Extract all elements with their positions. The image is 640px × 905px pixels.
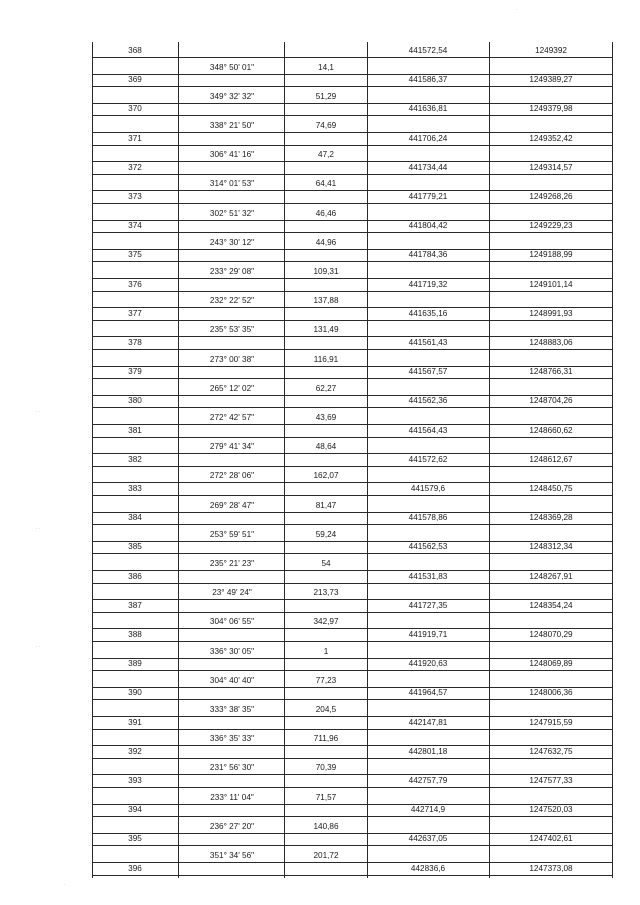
- bearing: 23° 49' 24": [212, 588, 252, 598]
- point-number: 383: [128, 484, 142, 493]
- bearing: 348° 50' 01": [209, 62, 255, 72]
- row-rule: [92, 758, 612, 759]
- row-rule: [92, 378, 612, 379]
- column-divider: [367, 42, 368, 878]
- point-number: 371: [128, 133, 142, 143]
- point-number: 380: [128, 396, 142, 406]
- bearing: 338° 21' 50": [209, 121, 255, 130]
- y-coordinate: 1248267,91: [529, 571, 573, 581]
- row-rule: [92, 583, 612, 584]
- point-number: 377: [128, 308, 142, 318]
- row-rule: [92, 495, 612, 496]
- point-number: 370: [128, 104, 142, 114]
- x-coordinate: 441564,43: [408, 425, 448, 435]
- bearing: 336° 30' 05": [209, 646, 255, 656]
- point-number: 379: [128, 367, 142, 377]
- point-number: 388: [128, 630, 142, 639]
- x-coordinate: 442836,6: [410, 863, 446, 873]
- bearing: 306° 41' 16": [209, 150, 255, 160]
- row-rule: [92, 699, 612, 700]
- y-coordinate: 1248369,28: [529, 513, 573, 523]
- bearing: 314° 01' 53": [209, 179, 255, 189]
- y-coordinate: 1249101,14: [529, 279, 573, 289]
- x-coordinate: 441964,57: [408, 688, 448, 698]
- y-coordinate: 1248312,34: [529, 542, 573, 552]
- x-coordinate: 442714,9: [410, 805, 446, 815]
- row-rule: [92, 203, 612, 204]
- row-rule: [92, 261, 612, 262]
- x-coordinate: 441920,63: [408, 659, 448, 669]
- x-coordinate: 441719,32: [408, 279, 448, 289]
- y-coordinate: 1249389,27: [529, 75, 573, 85]
- row-rule: [92, 320, 612, 321]
- distance: 59,24: [315, 529, 337, 539]
- point-number: 395: [128, 834, 142, 844]
- distance: 70,39: [315, 763, 337, 773]
- row-rule: [92, 729, 612, 730]
- y-coordinate: 1249314,57: [529, 162, 573, 172]
- y-coordinate: 1249352,42: [529, 133, 573, 143]
- x-coordinate: 441579,6: [410, 484, 446, 493]
- y-coordinate: 1248006,36: [529, 688, 573, 698]
- point-number: 392: [128, 746, 142, 756]
- distance: 46,46: [315, 208, 337, 218]
- point-number: 385: [128, 542, 142, 552]
- distance: 48,64: [315, 442, 337, 452]
- x-coordinate: 441562,53: [408, 542, 448, 552]
- bearing: 235° 21' 23": [209, 559, 255, 568]
- distance: 116,91: [313, 354, 339, 364]
- scan-speck: · ·: [36, 644, 41, 650]
- distance: 71,57: [315, 792, 337, 802]
- point-number: 375: [128, 250, 142, 260]
- y-coordinate: 1248070,29: [529, 630, 573, 639]
- bearing: 232° 22' 52": [209, 296, 255, 306]
- bearing: 243° 30' 12": [209, 237, 255, 247]
- distance: 711,96: [313, 734, 339, 744]
- row-rule: [92, 670, 612, 671]
- row-rule: [92, 524, 612, 525]
- x-coordinate: 441567,57: [408, 367, 448, 377]
- bearing: 235° 53' 35": [209, 325, 255, 335]
- row-rule: [92, 612, 612, 613]
- scan-speck: ·: [516, 7, 518, 13]
- x-coordinate: 442757,79: [408, 776, 448, 785]
- y-coordinate: 1248354,24: [529, 600, 573, 610]
- point-number: 374: [128, 221, 142, 231]
- x-coordinate: 442147,81: [408, 717, 448, 727]
- distance: 14,1: [318, 62, 334, 72]
- distance: 44,96: [315, 237, 337, 247]
- bearing: 265° 12' 02": [209, 383, 255, 393]
- distance: 162,07: [313, 471, 339, 481]
- bearing: 349° 32' 32": [209, 91, 255, 101]
- bearing: 304° 40' 40": [209, 675, 255, 685]
- point-number: 386: [128, 571, 142, 581]
- x-coordinate: 441919,71: [408, 630, 448, 639]
- row-rule: [92, 407, 612, 408]
- x-coordinate: 441727,35: [408, 600, 448, 610]
- distance: 137,88: [313, 296, 339, 306]
- bearing: 302° 51' 32": [209, 208, 255, 218]
- y-coordinate: 1249229,23: [529, 221, 573, 231]
- point-number: 372: [128, 162, 142, 172]
- bearing: 233° 29' 08": [209, 267, 255, 276]
- x-coordinate: 441531,83: [408, 571, 448, 581]
- row-rule: [92, 553, 612, 554]
- y-coordinate: 1249188,99: [529, 250, 573, 260]
- row-rule: [92, 437, 612, 438]
- point-number: 368: [128, 46, 142, 55]
- distance: 64,41: [315, 179, 337, 189]
- y-coordinate: 1248766,31: [529, 367, 573, 377]
- distance: 47,2: [318, 150, 334, 160]
- bearing: 272° 42' 57": [209, 413, 255, 422]
- y-coordinate: 1247373,08: [529, 863, 573, 873]
- distance: 131,49: [313, 325, 339, 335]
- x-coordinate: 441572,54: [408, 46, 448, 55]
- distance: 109,31: [313, 267, 339, 276]
- distance: 51,29: [315, 91, 337, 101]
- x-coordinate: 441586,37: [408, 75, 448, 85]
- bearing: 272° 28' 06": [209, 471, 255, 481]
- y-coordinate: 1247632,75: [529, 746, 573, 756]
- point-number: 387: [128, 600, 142, 610]
- distance: 342,97: [313, 617, 339, 627]
- column-divider: [612, 42, 613, 878]
- x-coordinate: 441561,43: [408, 338, 448, 347]
- x-coordinate: 442801,18: [408, 746, 448, 756]
- point-number: 389: [128, 659, 142, 669]
- distance: 43,69: [315, 413, 337, 422]
- x-coordinate: 441784,36: [408, 250, 448, 260]
- y-coordinate: 1249268,26: [529, 192, 573, 201]
- row-rule: [92, 875, 612, 876]
- distance: 1: [323, 646, 329, 656]
- y-coordinate: 1247577,33: [529, 776, 573, 785]
- row-rule: [92, 845, 612, 846]
- distance: 140,86: [313, 821, 339, 831]
- row-rule: [92, 86, 612, 87]
- row-rule: [92, 115, 612, 116]
- x-coordinate: 441804,42: [408, 221, 448, 231]
- point-number: 393: [128, 776, 142, 785]
- row-rule: [92, 232, 612, 233]
- y-coordinate: 1247520,03: [529, 805, 573, 815]
- point-number: 373: [128, 192, 142, 201]
- row-rule: [92, 816, 612, 817]
- point-number: 382: [128, 454, 142, 464]
- row-rule: [92, 466, 612, 467]
- y-coordinate: 1249392: [535, 46, 567, 55]
- x-coordinate: 441635,16: [408, 308, 448, 318]
- y-coordinate: 1248069,89: [529, 659, 573, 669]
- row-rule: [92, 291, 612, 292]
- point-number: 378: [128, 338, 142, 347]
- distance: 213,73: [313, 588, 339, 598]
- bearing: 236° 27' 20": [209, 821, 255, 831]
- y-coordinate: 1248660,62: [529, 425, 573, 435]
- scan-speck: ·: [64, 882, 66, 888]
- bearing: 231° 56' 30": [209, 763, 255, 773]
- distance: 204,5: [315, 705, 337, 714]
- row-rule: [92, 641, 612, 642]
- column-divider: [92, 42, 93, 878]
- x-coordinate: 441572,62: [408, 454, 448, 464]
- row-rule: [92, 349, 612, 350]
- point-number: 369: [128, 75, 142, 85]
- distance: 81,47: [315, 500, 337, 510]
- point-number: 381: [128, 425, 142, 435]
- point-number: 384: [128, 513, 142, 523]
- y-coordinate: 1248883,06: [529, 338, 573, 347]
- bearing: 269° 28' 47": [209, 500, 255, 510]
- column-divider: [178, 42, 179, 878]
- x-coordinate: 441636,81: [408, 104, 448, 114]
- column-divider: [489, 42, 490, 878]
- bearing: 233° 11' 04": [210, 792, 254, 802]
- x-coordinate: 441578,86: [408, 513, 448, 523]
- bearing: 351° 34' 56": [209, 851, 255, 860]
- x-coordinate: 441706,24: [408, 133, 448, 143]
- bearing: 253° 59' 51": [209, 529, 255, 539]
- x-coordinate: 441734,44: [408, 162, 448, 172]
- y-coordinate: 1247402,61: [529, 834, 573, 844]
- bearing: 273° 00' 38": [209, 354, 255, 364]
- y-coordinate: 1248612,67: [529, 454, 573, 464]
- point-number: 396: [128, 863, 142, 873]
- distance: 74,69: [315, 121, 337, 130]
- row-rule: [92, 145, 612, 146]
- distance: 62,27: [315, 383, 337, 393]
- x-coordinate: 441562,36: [408, 396, 448, 406]
- bearing: 336° 35' 33": [209, 734, 255, 744]
- y-coordinate: 1247915,59: [529, 717, 573, 727]
- distance: 201,72: [313, 851, 339, 860]
- y-coordinate: 1248450,75: [529, 484, 573, 493]
- row-rule: [92, 787, 612, 788]
- row-rule: [92, 174, 612, 175]
- y-coordinate: 1248991,93: [529, 308, 573, 318]
- point-number: 394: [128, 805, 142, 815]
- bearing: 304° 06' 55": [209, 617, 255, 627]
- point-number: 376: [128, 279, 142, 289]
- column-divider: [284, 42, 285, 878]
- y-coordinate: 1248704,26: [529, 396, 573, 406]
- scan-speck: · ·: [36, 409, 41, 415]
- y-coordinate: 1249379,98: [529, 104, 573, 114]
- x-coordinate: 442637,05: [408, 834, 448, 844]
- x-coordinate: 441779,21: [408, 192, 448, 201]
- scan-speck: · ·: [36, 526, 41, 532]
- point-number: 391: [128, 717, 142, 727]
- distance: 54: [321, 559, 331, 568]
- row-rule: [92, 57, 612, 58]
- bearing: 279° 41' 34": [209, 442, 255, 452]
- point-number: 390: [128, 688, 142, 698]
- bearing: 333° 38' 35": [209, 705, 255, 714]
- distance: 77,23: [315, 675, 337, 685]
